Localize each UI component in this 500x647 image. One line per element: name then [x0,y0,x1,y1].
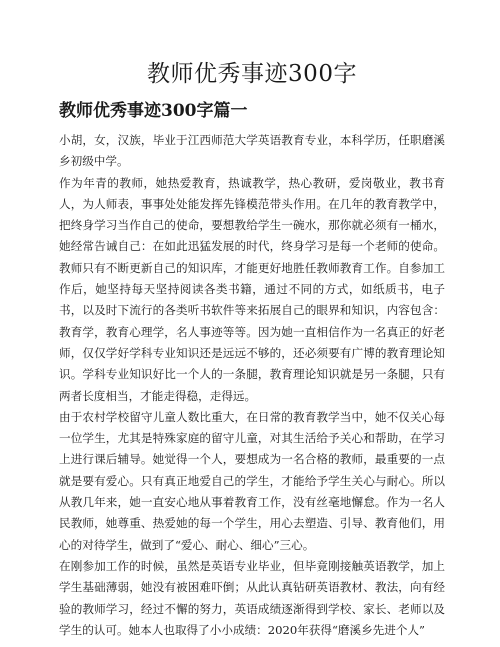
paragraph-left-behind-children: 由于农村学校留守儿童人数比重大，在日常的教育教学当中，她不仅关心每一位学生，尤其是特殊家庭的留守儿童，对其生活给予关心和帮助，在学习上进行课后辅导。她觉得一个人，要想成为一名合格的教师，最重要的一点就是要有爱心。只有真正地爱自己的学生，才能给予学生关心与耐心。所以从教几年来，她一直安心地从事着教育工作，没有丝毫地懈怠。作为一名人民教师，她尊重、热爱她的每一个学生，用心去塑造、引导、教育他们，用心的对待学生，做到了“爱心、耐心、细心”三心。 [59,409,445,552]
section-heading: 教师优秀事迹300字篇一 [59,101,248,121]
paragraph-lifelong-learning: 作为年青的教师，她热爱教育，热诚教学，热心教研，爱岗敬业，教书育人，为人师表，事事处处能发挥先锋模范带头作用。在几年的教育教学中，把终身学习当作自己的使命，要想教给学生一碗水，那你就必须有一桶水，她经常告诫自己：在如此迅猛发展的时代，终身学习是每一个老师的使命。教师只有不断更新自己的知识库，才能更好地胜任教师教育工作。自参加工作后，她坚持每天坚持阅读各类书籍，通过不同的方式，如纸质书，电子书，以及时下流行的各类听书软件等来拓展自己的眼界和知识，内容包含：教育学，教育心理学，名人事迹等等。因为她一直相信作为一名真正的好老师，仅仅学好学科专业知识还是远远不够的，还必须要有广博的教育理论知识。学科专业知识好比一个人的一条腿，教育理论知识就是另一条腿，只有两者长度相当，才能走得稳，走得远。 [59,175,445,403]
document-title: 教师优秀事迹300字 [147,61,357,87]
paragraph-english-teaching: 在刚参加工作的时候，虽然是英语专业毕业，但毕竟刚接触英语教学，加上学生基础薄弱，她没有被困难吓倒；从此认真钻研英语教材、教法，向有经验的教师学习，经过不懈的努力，英语成绩逐渐得到学校、家长、老师以及学生的认可。她本人也取得了小小成绩：2020年获得“磨溪乡先进个人” [59,558,445,637]
document-body [59,130,445,641]
paragraph-intro: 小胡，女，汉族，毕业于江西师范大学英语教育专业，本科学历，任职磨溪乡初级中学。 [59,133,445,169]
